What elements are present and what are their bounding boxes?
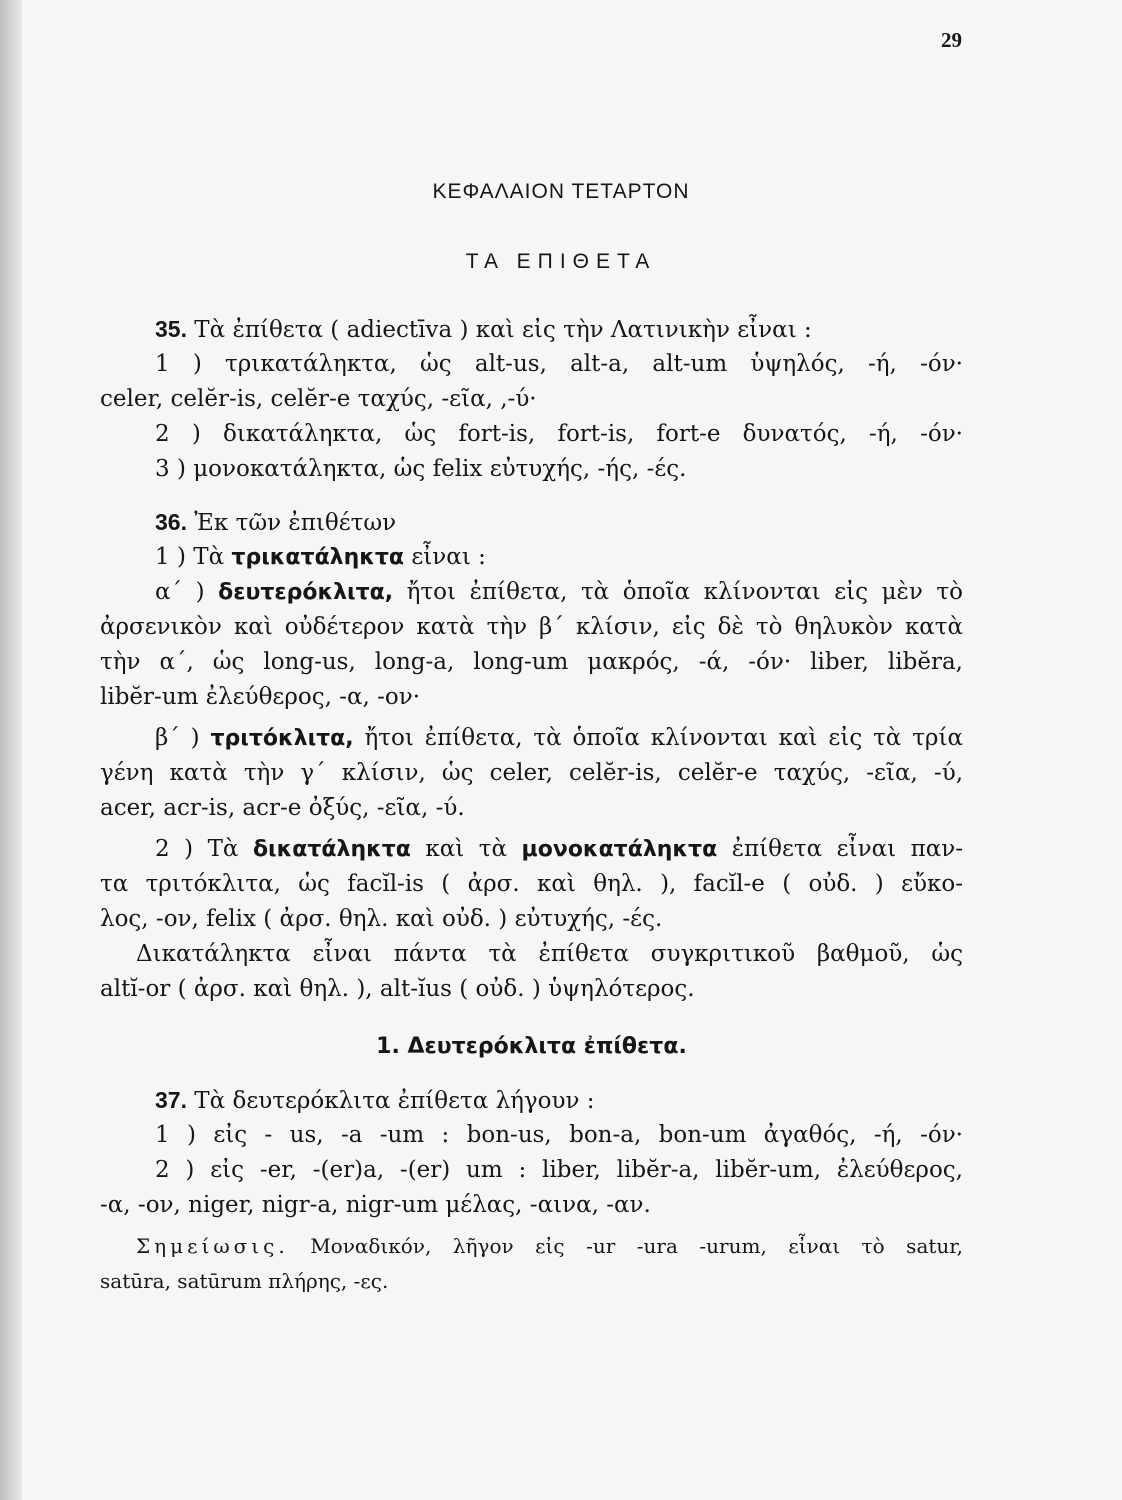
bold-term: μονοκατάληκτα bbox=[521, 837, 718, 862]
paragraph-text: Ἐκ τῶν ἐπιθέτων bbox=[194, 510, 397, 536]
list-item: 1 ) τρικατάληκτα, ὡς alt-us, alt-a, alt-um ὑψηλός, -ή, -όν· bbox=[155, 351, 963, 377]
paragraph-text: ἐπίθετα εἶναι παν- bbox=[731, 836, 963, 862]
paragraph-text: Τὰ ἐπίθετα ( adiectīva ) καὶ εἰς τὴν Λατινικὴν εἶναι : bbox=[194, 317, 812, 343]
bold-term: τρικατάληκτα bbox=[231, 545, 405, 570]
bold-term: τριτόκλιτα, bbox=[210, 726, 354, 751]
page-gutter-shadow bbox=[0, 0, 22, 1500]
note-text: Μοναδικόν, λῆγον εἰς -ur -ura -urum, εἶναι τὸ satur, bbox=[310, 1234, 963, 1258]
note-continuation: satūra, satūrum πλήρης, -ες. bbox=[100, 1269, 389, 1293]
section-36-heading bbox=[100, 505, 963, 540]
subsection-heading: 1. Δευτερόκλιτα ἐπίθετα. bbox=[376, 1034, 687, 1059]
paragraph-line: γένη κατὰ τὴν γ΄ κλίσιν, ὡς celer, celĕr-is, celĕr-e ταχύς, -εῖα, -ύ, bbox=[100, 760, 963, 786]
list-item-continuation: celer, celĕr-is, celĕr-e ταχύς, -εῖα, ,-ύ· bbox=[100, 386, 537, 412]
list-marker: α΄ ) bbox=[155, 579, 205, 605]
paragraph-text: καὶ τὰ bbox=[425, 836, 508, 862]
paragraph-line: λος, -ον, felix ( ἀρσ. θηλ. καὶ οὐδ. ) εὐτυχής, -ές. bbox=[100, 906, 663, 932]
paragraph-line: τα τριτόκλιτα, ὡς facĭl-is ( ἀρσ. καὶ θηλ. ), facĭl-e ( οὐδ. ) εὔκο- bbox=[100, 871, 963, 897]
chapter-title: ΚΕΦΑΛΑΙΟΝ ΤΕΤΑΡΤΟΝ bbox=[432, 180, 690, 203]
list-marker: 2 ) Τὰ bbox=[155, 836, 239, 862]
list-item bbox=[100, 540, 963, 575]
paragraph-line: Δικατάληκτα εἶναι πάντα τὰ ἐπίθετα συγκριτικοῦ βαθμοῦ, ὡς bbox=[136, 941, 963, 967]
section-title: ΤΑ ΕΠΙΘΕΤΑ bbox=[465, 250, 657, 273]
paragraph-line: altĭ-or ( ἀρσ. καὶ θηλ. ), alt-ĭus ( οὐδ. ) ὑψηλότερος. bbox=[100, 976, 695, 1002]
paragraph-text: ἤτοι ἐπίθετα, τὰ ὁποῖα κλίνονται εἰς μὲν τὸ bbox=[406, 579, 963, 605]
paragraph-line: acer, acr-is, acr-e ὀξύς, -εῖα, -ύ. bbox=[100, 795, 465, 821]
section-number: 35. bbox=[155, 316, 187, 342]
list-item-continuation: -α, -ον, niger, nigr-a, nigr-um μέλας, -αινα, -αν. bbox=[100, 1192, 651, 1218]
list-item bbox=[100, 575, 963, 610]
paragraph-text: εἶναι : bbox=[411, 544, 486, 570]
page-number: 29 bbox=[941, 28, 962, 52]
bold-term: δευτερόκλιτα, bbox=[218, 580, 394, 605]
paragraph-text: ἤτοι ἐπίθετα, τὰ ὁποῖα κλίνονται καὶ εἰς τὰ τρία bbox=[364, 725, 963, 751]
note bbox=[100, 1231, 963, 1266]
bold-term: δικατάληκτα bbox=[252, 837, 411, 862]
section-37-heading bbox=[100, 1083, 963, 1118]
list-marker: β΄ ) bbox=[155, 725, 200, 751]
note-label: Σημείωσις. bbox=[136, 1234, 289, 1258]
section-number: 37. bbox=[155, 1087, 187, 1113]
list-item: 2 ) εἰς -er, -(er)a, -(er) um : liber, libĕr-a, libĕr-um, ἐλεύθερος, bbox=[155, 1157, 963, 1183]
section-number: 36. bbox=[155, 509, 187, 535]
list-item: 2 ) δικατάληκτα, ὡς fort-is, fort-is, fort-e δυνατός, -ή, -όν· bbox=[155, 421, 963, 447]
main-text bbox=[100, 312, 963, 1301]
paragraph-line: libĕr-um ἐλεύθερος, -α, -ον· bbox=[100, 684, 421, 710]
section-35-heading bbox=[100, 312, 963, 347]
paragraph-line: τὴν α΄, ὡς long-us, long-a, long-um μακρός, -ά, -όν· liber, libĕra, bbox=[100, 649, 963, 675]
list-item bbox=[100, 832, 963, 867]
paragraph-line: ἀρσενικὸν καὶ οὐδέτερον κατὰ τὴν β΄ κλίσιν, εἰς δὲ τὸ θηλυκὸν κατὰ bbox=[100, 614, 963, 640]
list-item bbox=[100, 721, 963, 756]
list-item: 3 ) μονοκατάληκτα, ὡς felix εὐτυχής, -ής, -ές. bbox=[155, 456, 687, 482]
list-marker: 1 ) Τὰ bbox=[155, 544, 225, 570]
list-item: 1 ) εἰς - us, -a -um : bon-us, bon-a, bon-um ἀγαθός, -ή, -όν· bbox=[155, 1122, 963, 1148]
paragraph-text: Τὰ δευτερόκλιτα ἐπίθετα λήγουν : bbox=[194, 1088, 595, 1114]
